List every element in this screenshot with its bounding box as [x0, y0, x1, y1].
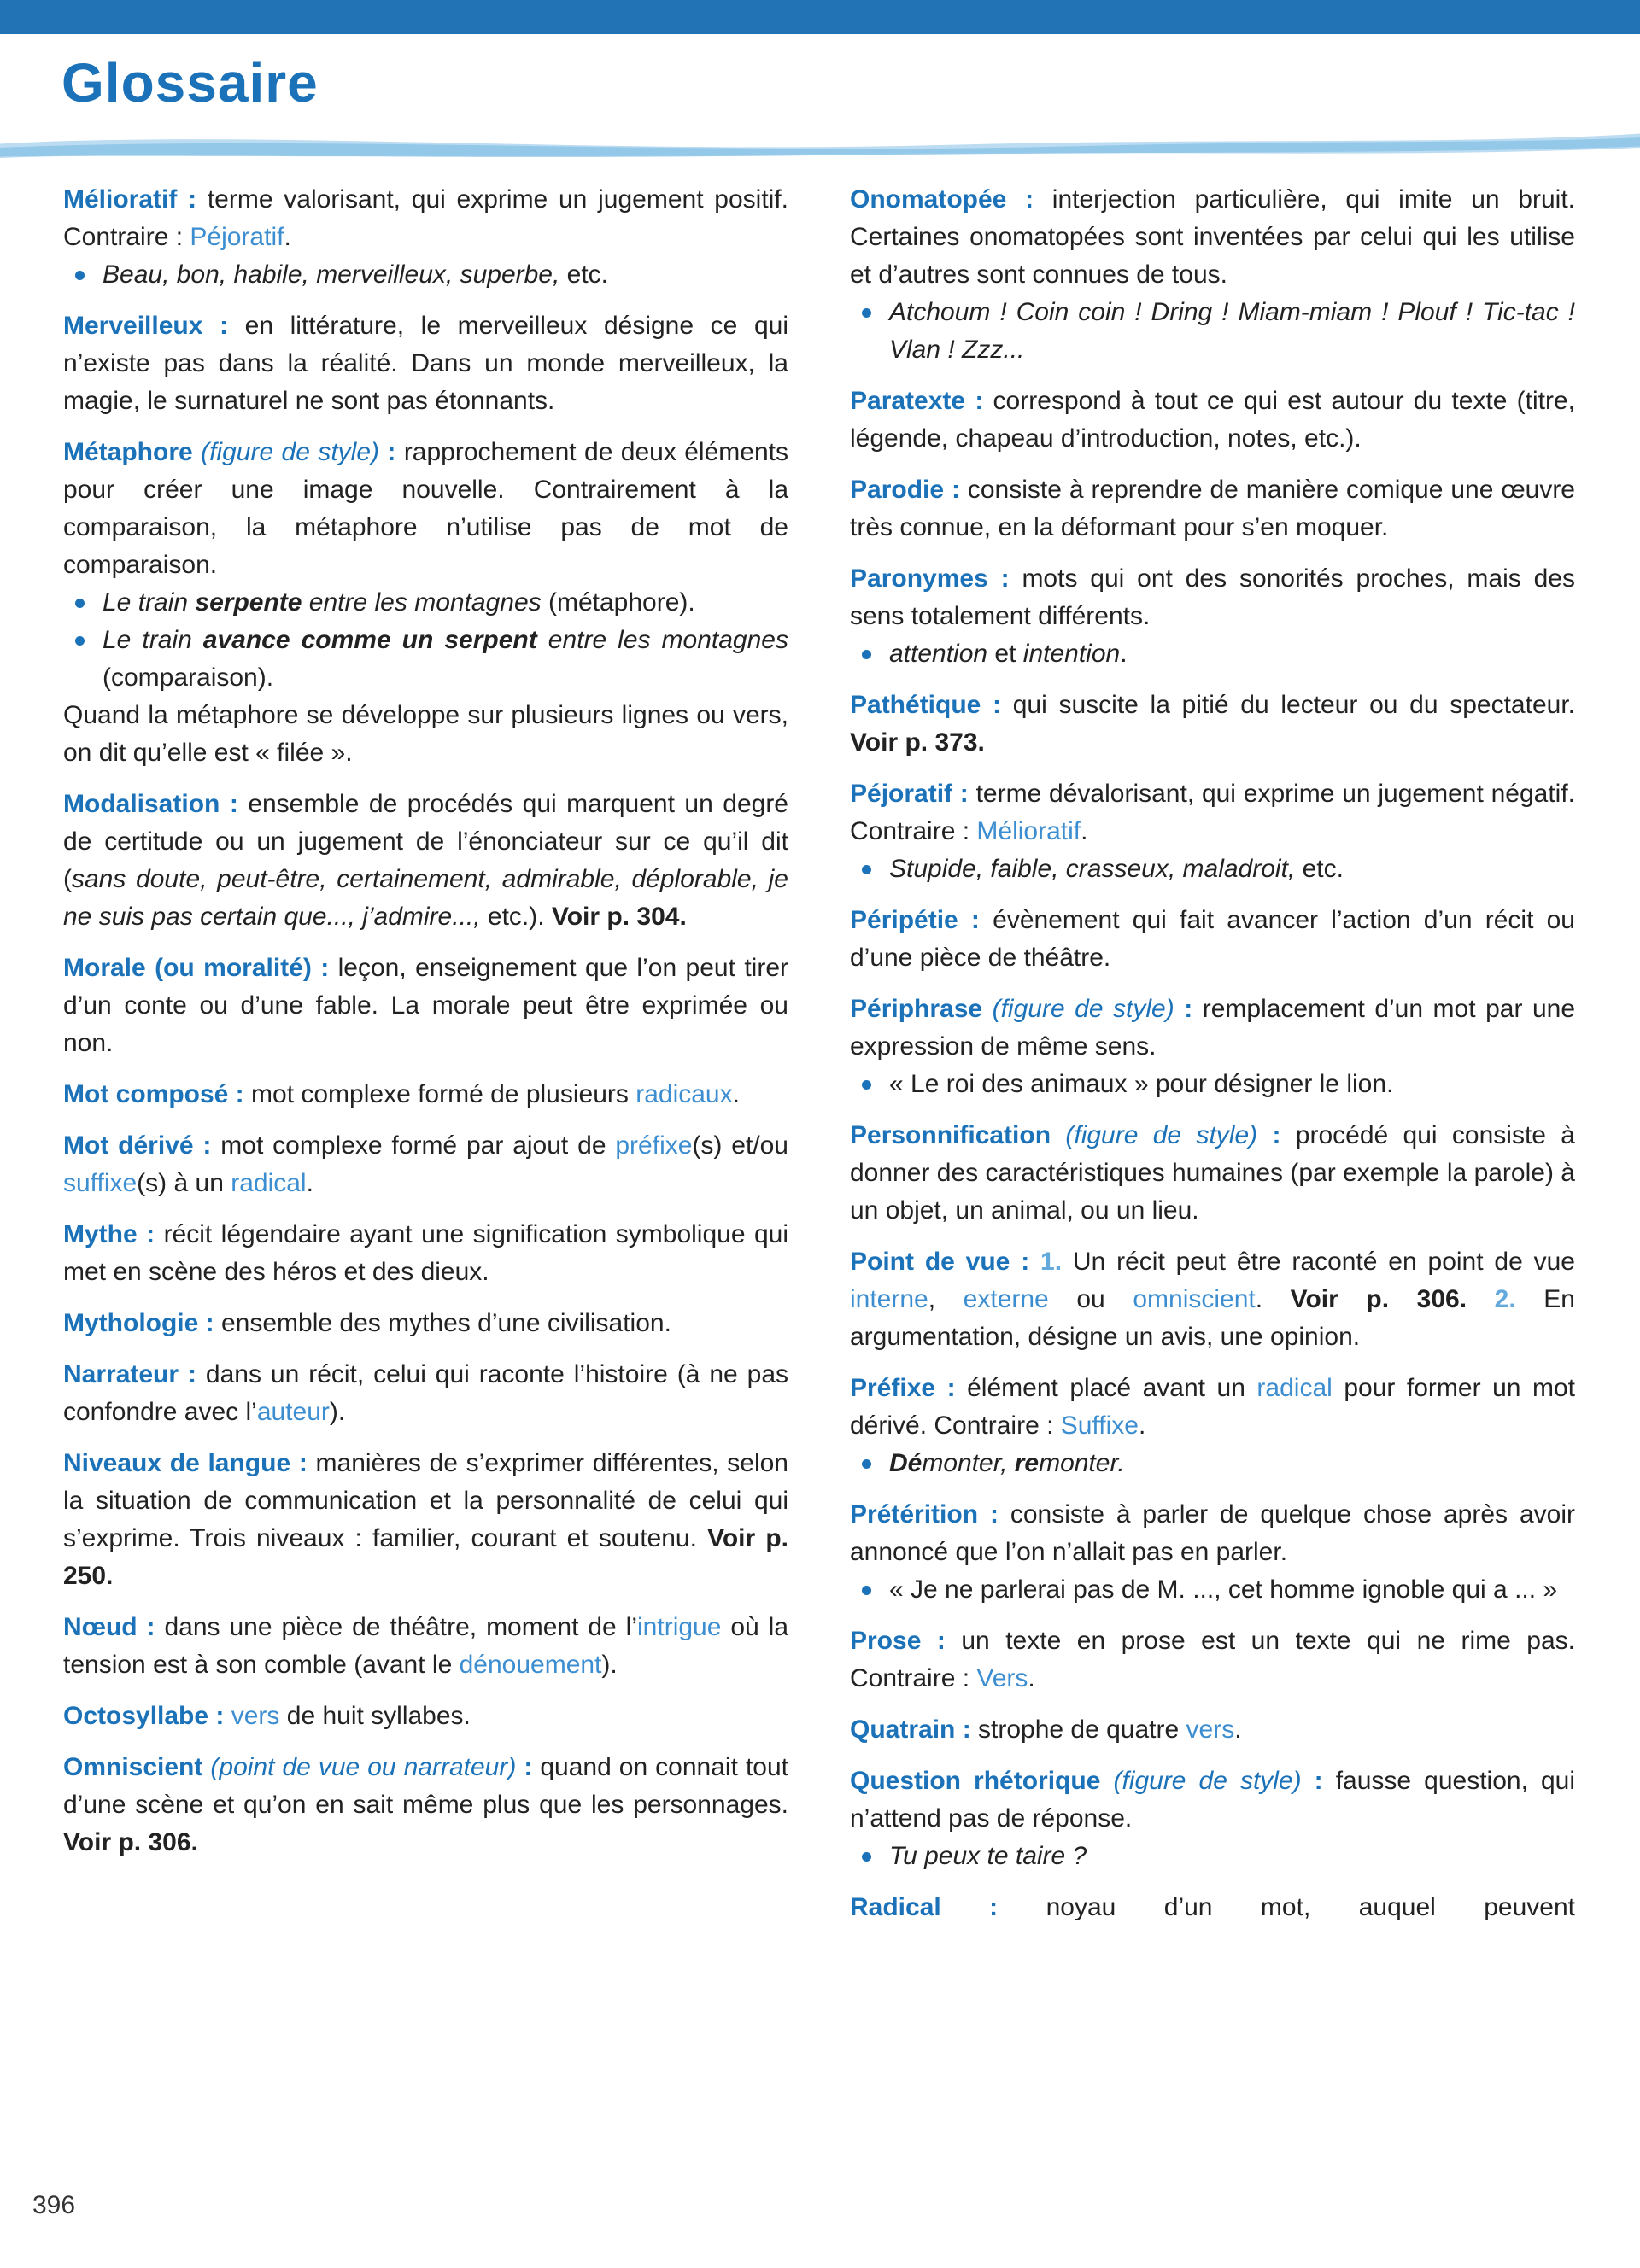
plain-text: .: [1255, 1285, 1291, 1313]
bold-italic-text: serpente: [195, 588, 302, 617]
plain-text: élément placé avant un: [967, 1374, 1257, 1402]
sense-number: 2.: [1494, 1285, 1516, 1313]
glossary-entry: [63, 1076, 788, 1114]
definition-paragraph: [850, 1711, 1575, 1749]
plain-text: récit légendaire ayant une signification symbolique qui met en scène des héros et des dieux.: [63, 1220, 788, 1286]
plain-text: où la tension est à son comble (avant le: [63, 1613, 789, 1679]
plain-text: ).: [601, 1651, 618, 1679]
glossary-column-left: [63, 181, 788, 1940]
example-bullet: [850, 294, 1575, 369]
bullet-icon: [862, 308, 871, 318]
glossary-entry: [850, 181, 1575, 369]
top-bar: [0, 0, 1640, 34]
glossary-term: Prose :: [850, 1627, 962, 1655]
plain-text: ensemble de procédés qui marquent un degré de certitude ou un jugement de l’énonciateur sur ce qu’il dit (: [63, 790, 788, 893]
bold-italic-text: Dé: [889, 1449, 922, 1477]
plain-text: consiste à reprendre de manière comique une œuvre très connue, en la déformant pour s’en moquer.: [850, 476, 1575, 541]
plain-text: .: [1081, 817, 1088, 845]
glossary-term: Mot composé :: [63, 1080, 252, 1108]
plain-text: quand on connait tout d’une scène et qu’on en sait même plus que les personnages.: [63, 1753, 788, 1819]
plain-text: etc.: [559, 260, 609, 289]
definition-paragraph: [850, 687, 1575, 762]
italic-text: entre les montagnes: [536, 626, 788, 654]
plain-text: en littérature, le merveilleux désigne ce qui n’existe pas dans la réalité. Dans un monde merveilleux, la magie, le surnaturel ne sont pas étonnants.: [63, 312, 789, 415]
italic-text: sans doute, peut-être, certainement, admirable, déplorable, je ne suis pas certain que..., j’admire...,: [63, 865, 788, 931]
example-bullet: [850, 1445, 1575, 1482]
plain-text: terme dévalorisant, qui exprime un jugement négatif. Contraire :: [850, 780, 1575, 845]
cross-reference-link[interactable]: omniscient: [1133, 1285, 1256, 1313]
bold-italic-text: re: [1014, 1449, 1040, 1477]
glossary-term: Mot dérivé :: [63, 1131, 221, 1160]
glossary-entry: [850, 1370, 1575, 1482]
italic-text: Atchoum ! Coin coin ! Dring ! Miam-miam ! Plouf ! Tic-tac ! Vlan ! Zzz...: [889, 298, 1575, 364]
glossary-entry: [850, 1711, 1575, 1749]
bold-text: Voir p. 373.: [850, 728, 985, 757]
italic-text: Beau, bon, habile, merveilleux, superbe,: [102, 260, 560, 289]
glossary-entry: [850, 471, 1575, 547]
italic-text: entre les montagnes: [302, 588, 542, 617]
term-qualifier: (figure de style): [992, 995, 1174, 1023]
glossary-entry: [63, 434, 788, 772]
definition-paragraph: [850, 1889, 1575, 1926]
glossary-term: Mythe :: [63, 1220, 164, 1248]
glossary-term: Personnification: [850, 1121, 1066, 1149]
cross-reference-link[interactable]: interne: [850, 1285, 928, 1313]
glossary-entry: [850, 383, 1575, 458]
glossary-term: :: [1174, 995, 1203, 1023]
italic-text: attention: [889, 640, 988, 668]
glossary-term: Radical :: [850, 1893, 1046, 1921]
definition-paragraph: [63, 1356, 788, 1431]
plain-text: manières de s’exprimer différentes, selon la situation de communication et la personnalité de celui qui s’exprime. Trois niveaux : familier, courant et soutenu.: [63, 1449, 788, 1552]
glossary-term: Morale (ou moralité) :: [63, 954, 338, 982]
cross-reference-link[interactable]: intrigue: [637, 1613, 722, 1641]
cross-reference-link[interactable]: auteur: [256, 1398, 330, 1426]
term-qualifier: (figure de style): [1065, 1121, 1258, 1149]
cross-reference-link[interactable]: Péjoratif: [190, 223, 284, 251]
definition-paragraph: [63, 1076, 788, 1114]
plain-text: ).: [329, 1398, 346, 1426]
plain-text: pour former un mot dérivé. Contraire :: [850, 1374, 1575, 1440]
page-number: 396: [32, 2191, 76, 2219]
glossary-term: Mythologie :: [63, 1309, 221, 1337]
definition-paragraph: [63, 1127, 788, 1202]
plain-text: interjection particulière, qui imite un bruit. Certaines onomatopées sont inventées par celui qui les utilise et d’autres sont connues de tous.: [850, 185, 1575, 289]
definition-paragraph: [63, 1445, 788, 1595]
glossary-entry: [850, 560, 1575, 673]
glossary-term: Paronymes :: [850, 564, 1022, 593]
bullet-icon: [862, 650, 871, 659]
cross-reference-link[interactable]: radical: [231, 1169, 307, 1197]
plain-text: mot complexe formé par ajout de: [220, 1131, 616, 1160]
glossary-term: :: [1301, 1767, 1336, 1795]
plain-text: ou: [1048, 1285, 1133, 1313]
cross-reference-link[interactable]: Mélioratif: [976, 817, 1081, 845]
cross-reference-link[interactable]: Suffixe: [1060, 1412, 1139, 1440]
plain-text: dans un récit, celui qui raconte l’histoire (à ne pas confondre avec l’: [63, 1360, 789, 1426]
definition-paragraph: [63, 1698, 788, 1735]
definition-paragraph: [850, 775, 1575, 850]
plain-text: (s) à un: [137, 1169, 231, 1197]
glossary-entry: [63, 1305, 788, 1342]
definition-paragraph: [850, 181, 1575, 294]
plain-text: mots qui ont des sonorités proches, mais des sens totalement différents.: [850, 564, 1575, 630]
glossary-entry: [63, 786, 788, 936]
plain-text: fausse question, qui n’attend pas de réponse.: [850, 1767, 1575, 1833]
definition-paragraph: [63, 1216, 788, 1291]
glossary-entry: [63, 1127, 788, 1202]
glossary-term: Quatrain :: [850, 1716, 979, 1744]
plain-text: (métaphore).: [541, 588, 695, 617]
glossary-term: Omniscient: [63, 1753, 211, 1781]
plain-text: .: [1234, 1716, 1242, 1744]
italic-text: Stupide, faible, crasseux, maladroit,: [889, 855, 1296, 883]
glossary-term: Paratexte :: [850, 387, 993, 415]
glossary-term: Question rhétorique: [850, 1767, 1114, 1795]
continuation-paragraph: [63, 697, 788, 772]
glossary-entry: [850, 1622, 1575, 1698]
plain-text: « Je ne parlerai pas de M. ..., cet homme ignoble qui a ... »: [889, 1575, 1558, 1604]
glossary-term: Prétérition :: [850, 1500, 1010, 1529]
cross-reference-link[interactable]: suffixe: [63, 1169, 138, 1197]
glossary-term: Métaphore: [63, 438, 202, 466]
bold-italic-text: avance comme un serpent: [202, 626, 537, 654]
cross-reference-link[interactable]: Vers: [976, 1664, 1028, 1692]
definition-paragraph: [850, 1496, 1575, 1571]
glossary-term: Nœud :: [63, 1613, 165, 1641]
glossary-entry: [850, 1889, 1575, 1926]
definition-paragraph: [850, 1622, 1575, 1698]
definition-paragraph: [850, 471, 1575, 547]
definition-paragraph: [63, 434, 788, 584]
plain-text: .: [284, 223, 291, 251]
plain-text: de huit syllabes.: [279, 1702, 471, 1730]
bold-text: Voir p. 304.: [551, 903, 687, 931]
plain-text: dans une pièce de théâtre, moment de l’: [164, 1613, 638, 1641]
plain-text: un texte en prose est un texte qui ne rime pas. Contraire :: [850, 1627, 1575, 1692]
glossary-term: Périphrase: [850, 995, 993, 1023]
glossary-term: :: [379, 438, 404, 466]
example-bullet: [850, 635, 1575, 673]
italic-text: Tu peux te taire ?: [889, 1842, 1087, 1870]
glossary-entry: [63, 181, 788, 294]
plain-text: etc.: [1295, 855, 1344, 883]
glossary-term: Parodie :: [850, 476, 968, 504]
glossary-term: :: [1257, 1121, 1296, 1149]
cross-reference-link[interactable]: externe: [963, 1285, 1049, 1313]
bullet-icon: [862, 865, 871, 874]
example-bullet: [63, 256, 788, 294]
definition-paragraph: [850, 1370, 1575, 1445]
plain-text: etc.).: [480, 903, 552, 931]
glossary-term: Point de vue :: [850, 1248, 1041, 1276]
plain-text: ensemble des mythes d’une civilisation.: [220, 1309, 671, 1337]
bullet-icon: [862, 1080, 871, 1090]
glossary-term: Niveaux de langue :: [63, 1449, 316, 1477]
plain-text: (comparaison).: [102, 663, 274, 692]
plain-text: remplacement d’un mot par une expression de même sens.: [850, 995, 1576, 1061]
plain-text: ,: [928, 1285, 964, 1313]
bullet-icon: [862, 1459, 871, 1469]
glossary-entry: [63, 1698, 788, 1735]
plain-text: qui suscite la pitié du lecteur ou du spectateur.: [1012, 691, 1575, 719]
definition-paragraph: [63, 1749, 788, 1862]
italic-text: intention: [1022, 640, 1121, 668]
cross-reference-link[interactable]: vers: [231, 1702, 280, 1730]
glossary-entry: [850, 775, 1575, 888]
cross-reference-link[interactable]: dénouement: [459, 1651, 602, 1679]
bullet-icon: [75, 599, 85, 608]
plain-text: procédé qui consiste à donner des caractéristiques humaines (par exemple la parole) à un objet, un animal, ou un lieu.: [850, 1121, 1575, 1225]
glossary-entry: [63, 1356, 788, 1431]
definition-paragraph: [63, 1609, 788, 1684]
glossary-entry: [850, 1762, 1575, 1875]
bullet-icon: [75, 636, 85, 646]
definition-paragraph: [63, 1305, 788, 1342]
definition-paragraph: [850, 1243, 1575, 1356]
term-qualifier: (figure de style): [1113, 1767, 1302, 1795]
glossary-term: Péripétie :: [850, 906, 993, 934]
definition-paragraph: [850, 902, 1575, 977]
example-bullet: [850, 1066, 1575, 1103]
plain-text: .: [306, 1169, 313, 1197]
plain-text: rapprochement de deux éléments pour créer une image nouvelle. Contrairement à la comparaison, la métaphore n’utilise pas de mot de comparaison.: [63, 438, 788, 579]
example-bullet: [850, 1838, 1575, 1875]
plain-text: noyau d’un mot, auquel peuvent: [1046, 1893, 1575, 1921]
sense-number: 1.: [1040, 1248, 1063, 1276]
plain-text: et: [987, 640, 1023, 668]
glossary-term: Mélioratif :: [63, 185, 208, 213]
glossary-term: Pathétique :: [850, 691, 1013, 719]
cross-reference-link[interactable]: radicaux: [636, 1080, 733, 1108]
italic-text: monter.: [1039, 1449, 1125, 1477]
plain-text: consiste à parler de quelque chose après avoir annoncé que l’on n’allait pas en parler.: [850, 1500, 1575, 1566]
glossary-entry: [63, 307, 788, 420]
glossary-entry: [850, 1496, 1575, 1609]
glossary-term: Modalisation :: [63, 790, 249, 818]
definition-paragraph: [63, 307, 788, 420]
definition-paragraph: [850, 560, 1575, 635]
glossary-term: Préfixe :: [850, 1374, 968, 1402]
bullet-icon: [862, 1852, 871, 1862]
plain-text: évènement qui fait avancer l’action d’un récit ou d’une pièce de théâtre.: [850, 906, 1575, 972]
glossary-entry: [63, 1445, 788, 1595]
example-bullet: [63, 584, 788, 622]
glossary-term: Octosyllabe :: [63, 1702, 231, 1730]
term-qualifier: (point de vue ou narrateur): [210, 1753, 517, 1781]
plain-text: En argumentation, désigne un avis, une opinion.: [850, 1285, 1575, 1351]
italic-text: monter,: [922, 1449, 1015, 1477]
glossary-entry: [63, 1216, 788, 1291]
definition-paragraph: [850, 383, 1575, 458]
plain-text: mot complexe formé de plusieurs: [251, 1080, 636, 1108]
example-bullet: [850, 1571, 1575, 1609]
bold-text: Voir p. 306.: [63, 1828, 198, 1856]
cross-reference-link[interactable]: préfixe: [615, 1131, 693, 1160]
plain-text: terme valorisant, qui exprime un jugement positif. Contraire :: [63, 185, 788, 251]
glossary-entry: [850, 1243, 1575, 1356]
glossary-entry: [850, 1117, 1575, 1230]
plain-text: .: [732, 1080, 740, 1108]
definition-paragraph: [850, 1762, 1575, 1838]
glossary-entry: [850, 991, 1575, 1103]
plain-text: .: [1028, 1664, 1035, 1692]
definition-paragraph: [63, 950, 788, 1062]
definition-paragraph: [63, 181, 788, 256]
term-qualifier: (figure de style): [201, 438, 379, 466]
glossary-entry: [850, 902, 1575, 977]
plain-text: .: [1138, 1412, 1146, 1440]
glossary-term: Merveilleux :: [63, 312, 245, 340]
glossary-entry: [63, 1749, 788, 1862]
italic-text: Le train: [102, 588, 196, 617]
bullet-icon: [862, 1586, 871, 1595]
glossary-entry: [850, 687, 1575, 762]
glossary-entry: [63, 1609, 788, 1684]
definition-paragraph: [850, 991, 1575, 1066]
header-wave-decoration: [0, 125, 1640, 161]
glossary-term: :: [516, 1753, 541, 1781]
glossary-column-right: [850, 181, 1575, 1940]
definition-paragraph: [850, 1117, 1575, 1230]
glossary-term: Péjoratif :: [850, 780, 976, 808]
plain-text: Quand la métaphore se développe sur plusieurs lignes ou vers, on dit qu’elle est « filée ».: [63, 701, 788, 767]
cross-reference-link[interactable]: vers: [1186, 1716, 1235, 1744]
glossary-entry: [63, 950, 788, 1062]
plain-text: correspond à tout ce qui est autour du texte (titre, légende, chapeau d’introduction, notes, etc.).: [850, 387, 1575, 453]
glossary-term: Narrateur :: [63, 1360, 206, 1388]
bullet-icon: [75, 271, 85, 280]
bold-text: Voir p. 306.: [1290, 1285, 1467, 1313]
cross-reference-link[interactable]: radical: [1256, 1374, 1332, 1402]
plain-text: Un récit peut être raconté en point de vue: [1062, 1248, 1575, 1276]
page-title: Glossaire: [62, 52, 319, 114]
glossary-term: Onomatopée :: [850, 185, 1052, 213]
plain-text: « Le roi des animaux » pour désigner le lion.: [889, 1070, 1394, 1098]
plain-text: strophe de quatre: [978, 1716, 1186, 1744]
glossary-content: [0, 161, 1640, 1940]
example-bullet: [850, 850, 1575, 888]
italic-text: Le train: [102, 626, 203, 654]
plain-text: [1467, 1285, 1495, 1313]
plain-text: .: [1120, 640, 1128, 668]
example-bullet: [63, 622, 788, 697]
plain-text: (s) et/ou: [692, 1131, 788, 1160]
definition-paragraph: [63, 786, 788, 936]
plain-text: leçon, enseignement que l’on peut tirer d’un conte ou d’une fable. La morale peut être exprimée ou non.: [63, 954, 788, 1057]
bold-text: Voir p. 250.: [63, 1524, 788, 1590]
